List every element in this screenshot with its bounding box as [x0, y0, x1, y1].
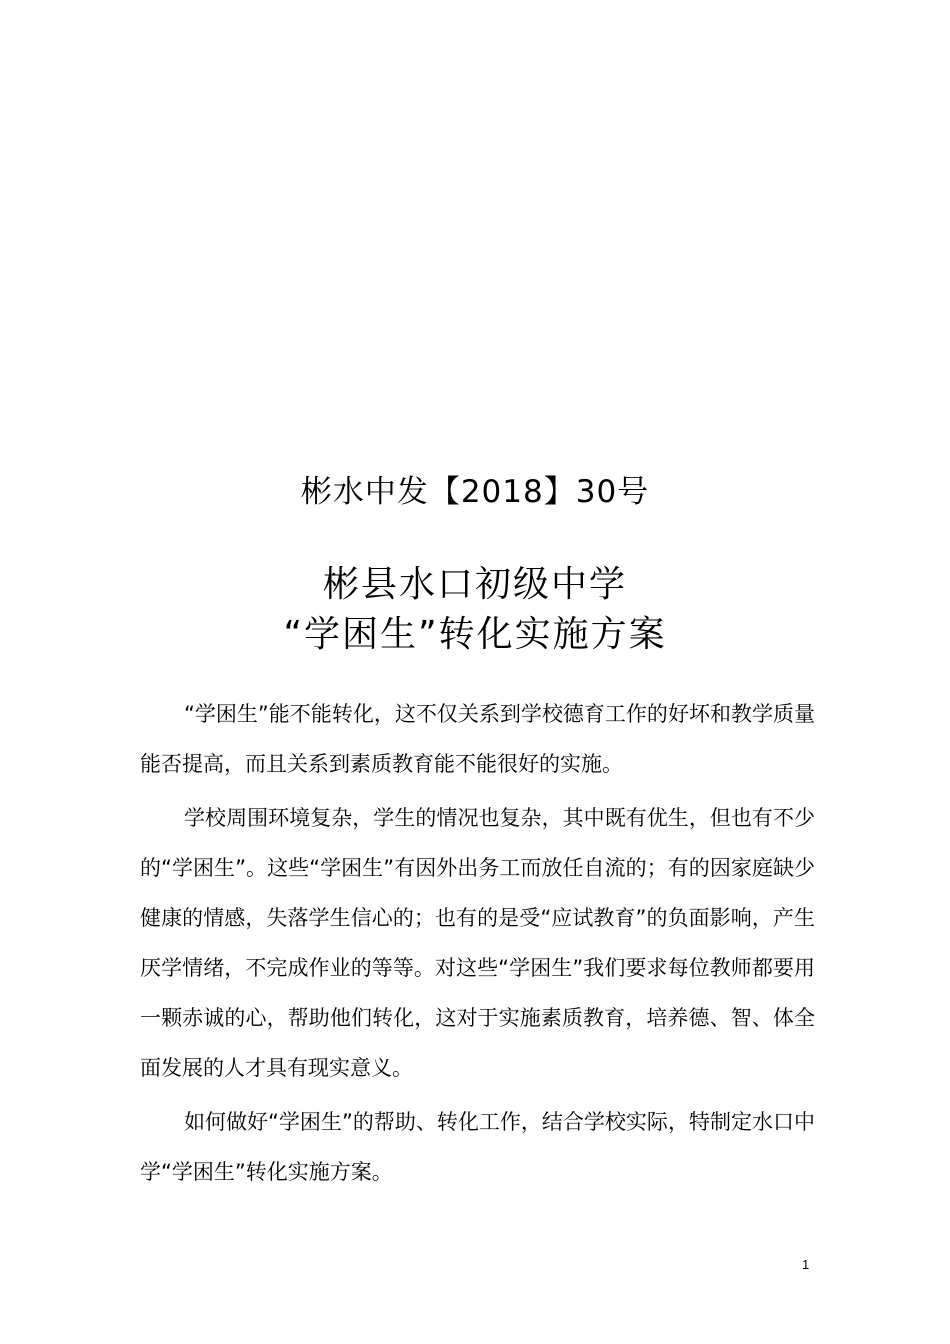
- document-number: 彬水中发【2018】30号: [300, 474, 650, 510]
- paragraph-intro: “学困生”能不能转化，这不仅关系到学校德育工作的好坏和教学质量能否提高，而且关系到素质教育能不能很好的实施。: [140, 702, 815, 776]
- title-line-school: 彬县水口初级中学: [322, 564, 627, 605]
- paragraph-background: 学校周围环境复杂，学生的情况也复杂，其中既有优生，但也有不少的“学困生”。这些“学困生”有因外出务工而放任自流的；有的因家庭缺少健康的情感，失落学生信心的；也有的是受“应试教育”的负面影响，产生厌学情绪，不完成作业的等等。对这些“学困生”我们要求每位教师都要用一颗赤诚的心，帮助他们转化，这对于实施素质教育，培养德、智、体全面发展的人才具有现实意义。: [140, 806, 815, 1080]
- title-line-plan: “学困生”转化实施方案: [283, 614, 667, 655]
- paragraph-purpose: 如何做好“学困生”的帮助、转化工作，结合学校实际，特制定水口中学“学困生”转化实施方案。: [140, 1110, 815, 1184]
- document-body: [140, 689, 815, 1201]
- page-number: 1: [802, 1257, 810, 1272]
